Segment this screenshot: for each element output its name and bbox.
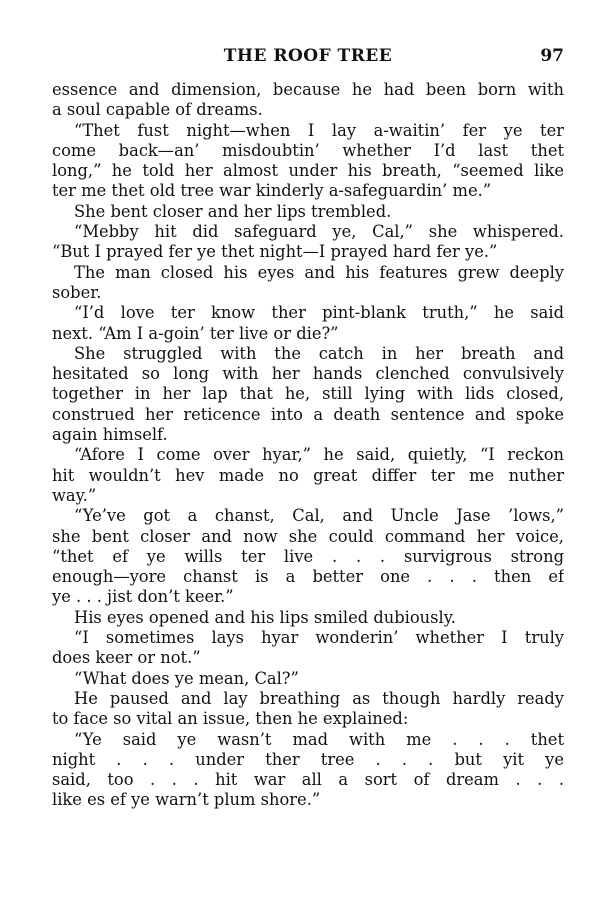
text-line: “Thet fust night—when I lay a-waitin’ fer ye ter <box>74 120 564 140</box>
text-line: does keer or not.” <box>52 648 201 668</box>
text-line: come back—an’ misdoubtin’ whether I’d last thet <box>52 140 564 160</box>
text-line: “I’d love ter know ther pint-blank truth,” he said <box>74 303 564 323</box>
running-head <box>52 44 564 68</box>
text-line: essence and dimension, because he had been born with <box>52 80 564 99</box>
running-title: THE ROOF TREE <box>223 46 393 66</box>
text-line: His eyes opened and his lips smiled dubiously. <box>74 607 456 627</box>
text-line: She bent closer and her lips trembled. <box>74 201 392 221</box>
text-line: night . . . under ther tree . . . but yit ye <box>52 749 564 769</box>
text-line: “What does ye mean, Cal?” <box>74 668 299 688</box>
text-line: to face so vital an issue, then he explained: <box>52 709 409 729</box>
text-line: way.” <box>52 485 97 505</box>
text-line: She struggled with the catch in her breath and <box>74 343 564 363</box>
text-line: “But I prayed fer ye thet night—I prayed hard fer ye.” <box>52 242 498 262</box>
text-line: enough—yore chanst is a better one . . . then ef <box>52 567 564 587</box>
text-line: long,” he told her almost under his breath, “seemed like <box>52 161 564 181</box>
text-line: she bent closer and now she could command her voice, <box>52 526 564 546</box>
text-line: “Mebby hit did safeguard ye, Cal,” she whispered. <box>74 222 564 242</box>
text-line: ye . . . jist don’t keer.” <box>52 587 234 607</box>
text-line: “Ye’ve got a chanst, Cal, and Uncle Jase ’lows,” <box>74 506 564 526</box>
text-line: hit wouldn’t hev made no great differ ter me nuther <box>52 465 564 485</box>
text-line: next. “Am I a-goin’ ter live or die?” <box>52 323 339 343</box>
text-line: sober. <box>52 282 102 302</box>
text-line: The man closed his eyes and his features grew deeply <box>74 262 564 282</box>
page-number: 97 <box>540 46 564 66</box>
text-line: again himself. <box>52 425 168 445</box>
text-line: hesitated so long with her hands clenched convulsively <box>52 364 564 384</box>
text-line: said, too . . . hit war all a sort of dream . . . <box>52 770 564 790</box>
text-line: ter me thet old tree war kinderly a-safeguardin’ me.” <box>52 181 492 201</box>
text-line: like es ef ye warn’t plum shore.” <box>52 790 321 810</box>
body-text <box>52 80 564 811</box>
text-line: “I sometimes lays hyar wonderin’ whether I truly <box>74 628 564 648</box>
text-line: “Afore I come over hyar,” he said, quietly, “I reckon <box>74 445 564 465</box>
text-line: together in her lap that he, still lying with lids closed, <box>52 384 564 404</box>
text-line: “thet ef ye wills ter live . . . survigrous strong <box>52 546 564 566</box>
text-line: He paused and lay breathing as though hardly ready <box>74 688 564 708</box>
text-line: “Ye said ye wasn’t mad with me . . . thet <box>74 729 564 749</box>
text-line: construed her reticence into a death sentence and spoke <box>52 404 564 424</box>
text-line: a soul capable of dreams. <box>52 100 263 120</box>
